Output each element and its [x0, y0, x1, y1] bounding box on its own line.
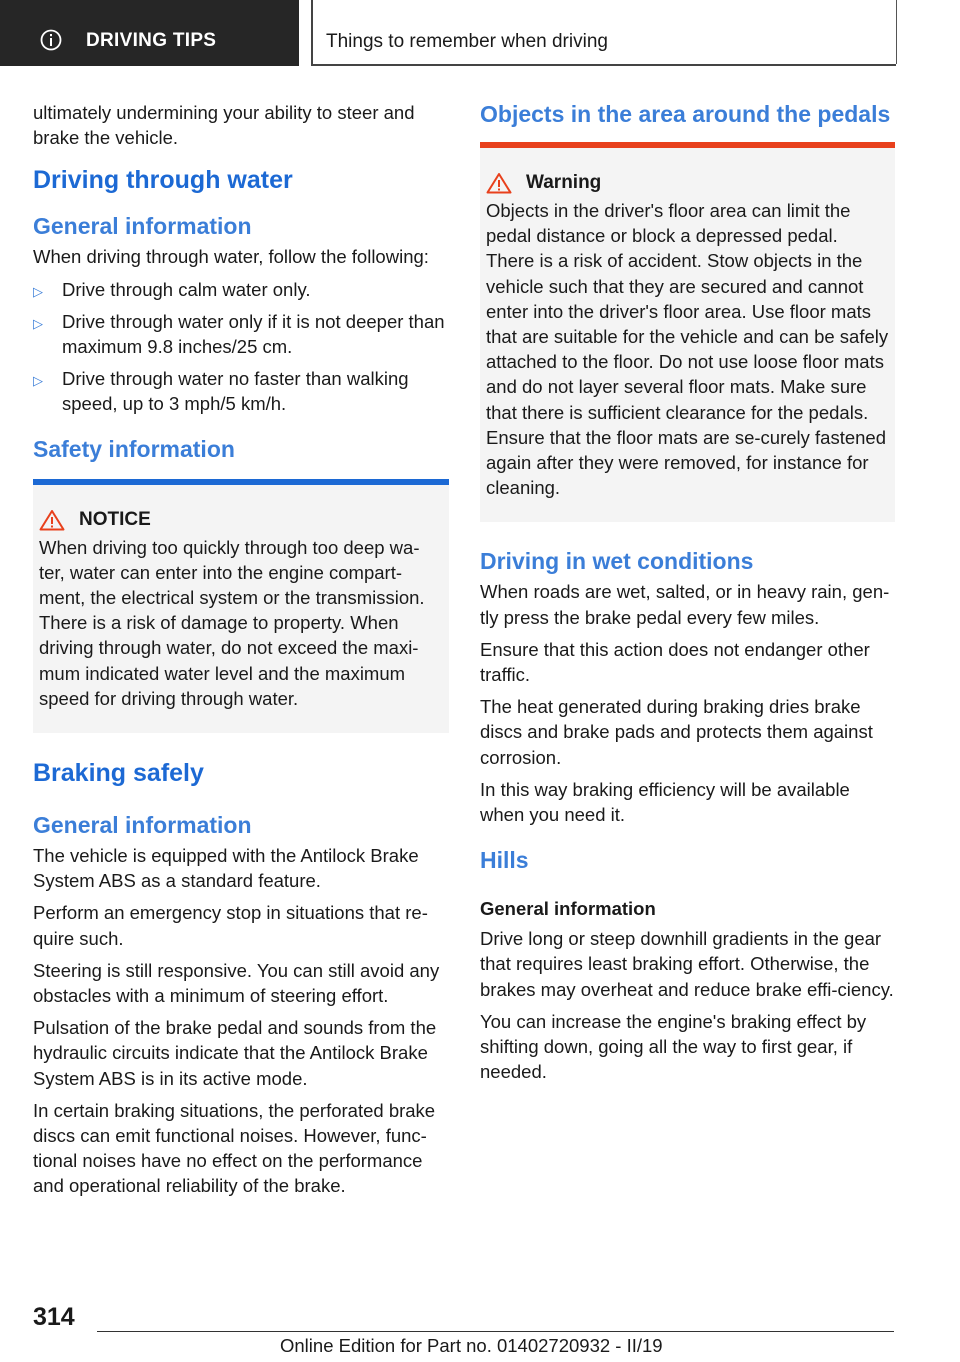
list-item: ▷ Drive through water only if it is not deeper than maximum 9.8 inches/25 cm. — [33, 310, 445, 358]
header-divider — [311, 64, 896, 66]
right-column — [480, 100, 895, 1091]
page-number: 314 — [33, 1303, 75, 1331]
paragraph: In this way braking efficiency will be available when you need it. — [480, 778, 850, 826]
paragraph: Steering is still responsive. You can still avoid any obstacles with a minimum of steering effort. — [33, 959, 440, 1007]
water-intro-paragraph: When driving through water, follow the following: — [33, 246, 429, 268]
paragraph: Drive long or steep downhill gradients in the gear that requires least braking effort. Otherwise, the brakes may overheat and reduce brake effi-ciency. — [480, 928, 894, 1000]
warning-triangle-icon — [39, 509, 65, 531]
paragraph: The heat generated during braking dries brake discs and brake pads and protects them against corrosion. — [480, 696, 873, 768]
paragraph: Pulsation of the brake pedal and sounds from the hydraulic circuits indicate that the Antilock Brake System ABS is in its active mode. — [33, 1017, 437, 1089]
paragraph: You can increase the engine's braking effect by shifting down, going all the way to first gear, if needed. — [480, 1010, 867, 1083]
left-column — [33, 100, 449, 1206]
paragraph: The vehicle is equipped with the Antilock Brake System ABS as a standard feature. — [33, 845, 419, 892]
edition-text: Online Edition for Part no. 01402720932 - II/19 — [280, 1335, 663, 1356]
water-bullet-list — [33, 277, 449, 417]
heading-objects-around-pedals: Objects in the area around the pedals — [480, 101, 891, 127]
heading-hills: Hills — [480, 847, 529, 874]
warning-label: Warning — [526, 172, 602, 193]
warning-text: Objects in the driver's floor area can limit the pedal distance or block a depressed pedal. There is a risk of accident. Stow objects in the vehicle such that they are secured and cannot enter into the driver's floor area. Use floor mats that are suitable for the vehicle and can be safely attached to the floor. Do not use loose floor mats and do not layer several floor mats. Make sure that there is sufficient clearance for the pedals. Ensure that the floor mats are se-curely fastened again after they were removed, for instance for cleaning. — [486, 200, 889, 499]
notice-box — [33, 479, 449, 733]
paragraph: Perform an emergency stop in situations that re-quire such. — [33, 902, 428, 949]
heading-safety-information: Safety information — [33, 435, 235, 462]
footer-divider — [97, 1331, 894, 1332]
section-tab — [0, 0, 299, 66]
paragraph: Ensure that this action does not endanger other traffic. — [480, 638, 870, 686]
heading-hills-general-information: General information — [480, 898, 656, 920]
page-header — [0, 0, 960, 66]
paragraph: When roads are wet, salted, or in heavy rain, gen-tly press the brake pedal every few miles. — [480, 581, 890, 628]
intro-paragraph: ultimately undermining your ability to steer and brake the vehicle. — [33, 102, 415, 149]
warning-triangle-icon — [486, 172, 512, 194]
section-label: DRIVING TIPS — [86, 30, 217, 51]
braking-paragraphs — [33, 843, 449, 1199]
triangle-bullet-icon: ▷ — [33, 283, 43, 299]
list-item: ▷ Drive through water no faster than walking speed, up to 3 mph/5 km/h. — [33, 368, 409, 415]
paragraph: In certain braking situations, the perforated brake discs can emit functional noises. However, func-tional noises have no effect on the performance and operational reliability of the brake. — [33, 1099, 436, 1197]
heading-driving-in-wet-conditions: Driving in wet conditions — [480, 548, 754, 575]
notice-label: NOTICE — [79, 508, 151, 530]
info-icon — [40, 29, 62, 51]
chapter-title: Things to remember when driving — [326, 31, 608, 52]
warning-box — [480, 142, 895, 522]
triangle-bullet-icon: ▷ — [33, 315, 43, 331]
heading-driving-through-water: Driving through water — [33, 166, 293, 195]
notice-text: When driving too quickly through too deep wa-ter, water can enter into the engine compart-ment, the electrical system or the transmission. There is a risk of damage to property. When driving through water, do not exceed the maxi-mum indicated water level and the maximum speed for driving through water. — [39, 536, 425, 709]
heading-general-information: General information — [33, 213, 252, 240]
heading-braking-safely: Braking safely — [33, 759, 204, 788]
wet-paragraphs — [480, 579, 895, 827]
heading-braking-general-information: General information — [33, 812, 252, 839]
triangle-bullet-icon: ▷ — [33, 373, 43, 389]
list-item: ▷ Drive through calm water only. — [33, 277, 449, 302]
